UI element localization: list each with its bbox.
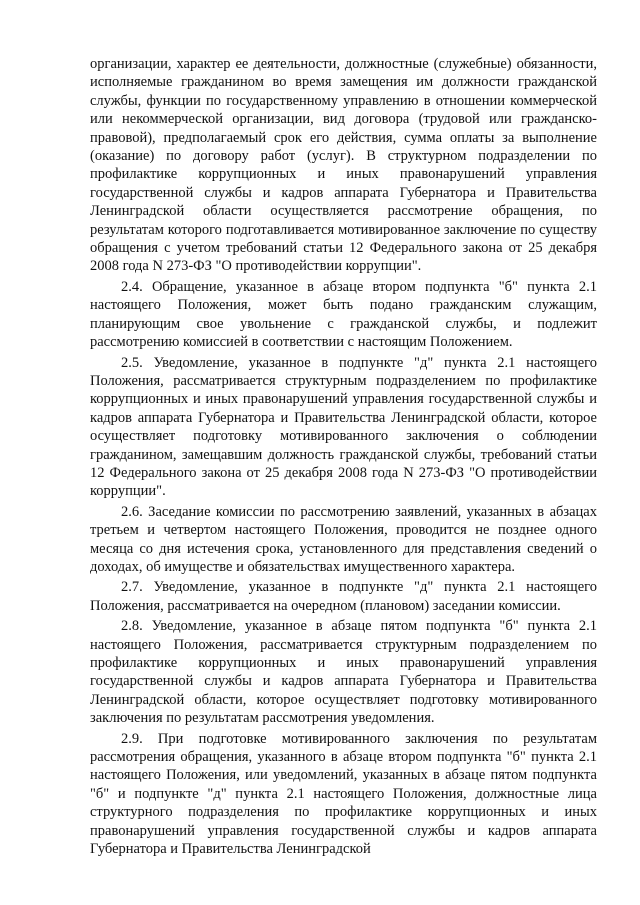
paragraph-2-5: 2.5. Уведомление, указанное в подпункте "д" пункта 2.1 настоящего Положения, рассматривается структурным подразделением по профилактике коррупционных и иных правонарушений управления государственной службы и кадров аппарата Губернатора и Правительства Ленинградской области, которое осуществляет подготовку мотивированного заключения о соблюдении гражданином, замещавшим должность гражданской службы, требований статьи 12 Федерального закона от 25 декабря 2008 года N 273-ФЗ "О противодействии коррупции". [90, 354, 597, 500]
paragraph-2-4: 2.4. Обращение, указанное в абзаце втором подпункта "б" пункта 2.1 настоящего Положения, может быть подано гражданским служащим, планирующим свое увольнение с гражданской службы, и подлежит рассмотрению комиссией в соответствии с настоящим Положением. [90, 278, 597, 351]
paragraph-2-3-continued: организации, характер ее деятельности, должностные (служебные) обязанности, исполняемые гражданином во время замещения им должности гражданской службы, функции по государственному управлению в отношении коммерческой или некоммерческой организации, вид договора (трудовой или гражданско-правовой), предполагаемый срок его действия, сумма оплаты за выполнение (оказание) по договору работ (услуг). В структурном подразделении по профилактике коррупционных и иных правонарушений управления государственной службы и кадров аппарата Губернатора и Правительства Ленинградской области осуществляется рассмотрение обращения, по результатам которого подготавливается мотивированное заключение по существу обращения с учетом требований статьи 12 Федерального закона от 25 декабря 2008 года N 273-ФЗ "О противодействии коррупции". [90, 56, 597, 275]
paragraph-2-9: 2.9. При подготовке мотивированного заключения по результатам рассмотрения обращения, указанного в абзаце втором подпункта "б" пункта 2.1 настоящего Положения, или уведомлений, указанных в абзаце пятом подпункта "б" и подпункте "д" пункта 2.1 настоящего Положения, должностные лица структурного подразделения по профилактике коррупционных и иных правонарушений управления государственной службы и кадров аппарата Губернатора и Правительства Ленинградской [90, 730, 597, 858]
paragraph-2-8: 2.8. Уведомление, указанное в абзаце пятом подпункта "б" пункта 2.1 настоящего Положения, рассматривается структурным подразделением по профилактике коррупционных и иных правонарушений управления государственной службы и кадров аппарата Губернатора и Правительства Ленинградской области, которое осуществляет подготовку мотивированного заключения по результатам рассмотрения уведомления. [90, 618, 597, 727]
paragraph-2-6: 2.6. Заседание комиссии по рассмотрению заявлений, указанных в абзацах третьем и четвертом настоящего Положения, проводится не позднее одного месяца со дня истечения срока, установленного для представления сведений о доходах, об имуществе и обязательствах имущественного характера. [90, 503, 597, 575]
paragraph-2-7: 2.7. Уведомление, указанное в подпункте "д" пункта 2.1 настоящего Положения, рассматривается на очередном (плановом) заседании комиссии. [90, 579, 597, 614]
document-page [90, 55, 597, 858]
